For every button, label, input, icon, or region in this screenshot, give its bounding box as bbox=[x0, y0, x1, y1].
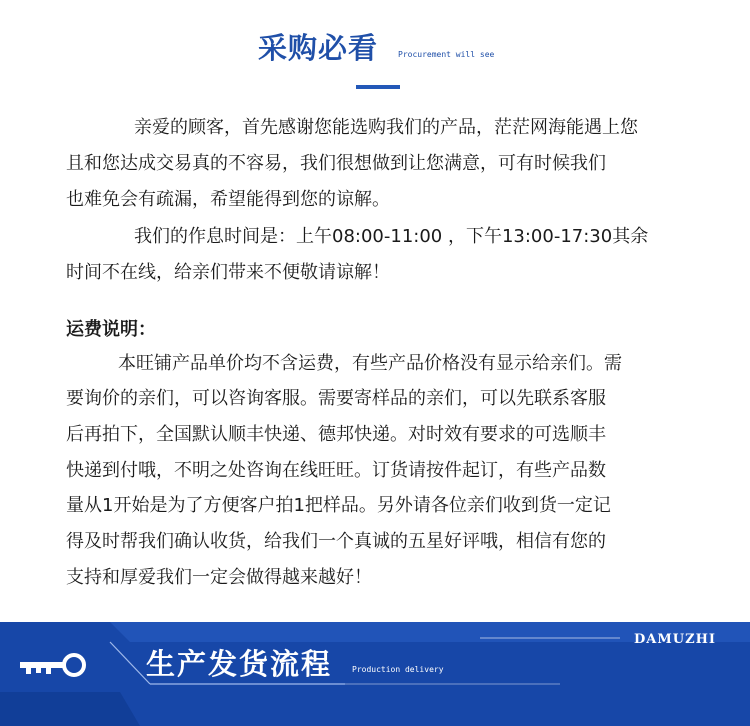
key-icon bbox=[18, 652, 88, 678]
footer-banner bbox=[0, 622, 750, 726]
shipping-line: 快递到付哦，不明之处咨询在线旺旺。订货请按件起订，有些产品数 bbox=[66, 460, 606, 481]
shipping-line: 本旺铺产品单价均不含运费，有些产品价格没有显示给亲们。需 bbox=[118, 353, 622, 374]
page-header bbox=[0, 0, 750, 100]
intro-line: 也难免会有疏漏，希望能得到您的谅解。 bbox=[66, 189, 390, 210]
intro-line: 亲爱的顾客，首先感谢您能选购我们的产品，茫茫网海能遇上您 bbox=[134, 117, 638, 138]
shipping-line: 量从1开始是为了方便客户拍1把样品。另外请各位亲们收到货一定记 bbox=[66, 495, 611, 516]
page-title: 采购必看 bbox=[258, 31, 379, 65]
brand-logo: DAMUZHI bbox=[634, 632, 716, 647]
intro-line: 我们的作息时间是：上午08:00-11:00 ，下午13:00-17:30其余 bbox=[134, 226, 649, 247]
intro-line: 时间不在线，给亲们带来不便敬请谅解！ bbox=[66, 262, 390, 283]
shipping-line: 要询价的亲们，可以咨询客服。需要寄样品的亲们，可以先联系客服 bbox=[66, 388, 606, 409]
section-title: 生产发货流程 bbox=[146, 647, 333, 681]
section-title-en: Production delivery bbox=[352, 665, 444, 674]
shipping-line: 后再拍下，全国默认顺丰快递、德邦快递。对时效有要求的可选顺丰 bbox=[66, 424, 606, 445]
title-underline bbox=[356, 85, 400, 89]
shipping-line: 得及时帮我们确认收货，给我们一个真诚的五星好评哦，相信有您的 bbox=[66, 531, 606, 552]
page-title-en: Procurement will see bbox=[398, 50, 495, 59]
intro-line: 且和您达成交易真的不容易，我们很想做到让您满意，可有时候我们 bbox=[66, 153, 606, 174]
shipping-heading: 运费说明： bbox=[66, 319, 156, 340]
shipping-line: 支持和厚爱我们一定会做得越来越好！ bbox=[66, 567, 372, 588]
